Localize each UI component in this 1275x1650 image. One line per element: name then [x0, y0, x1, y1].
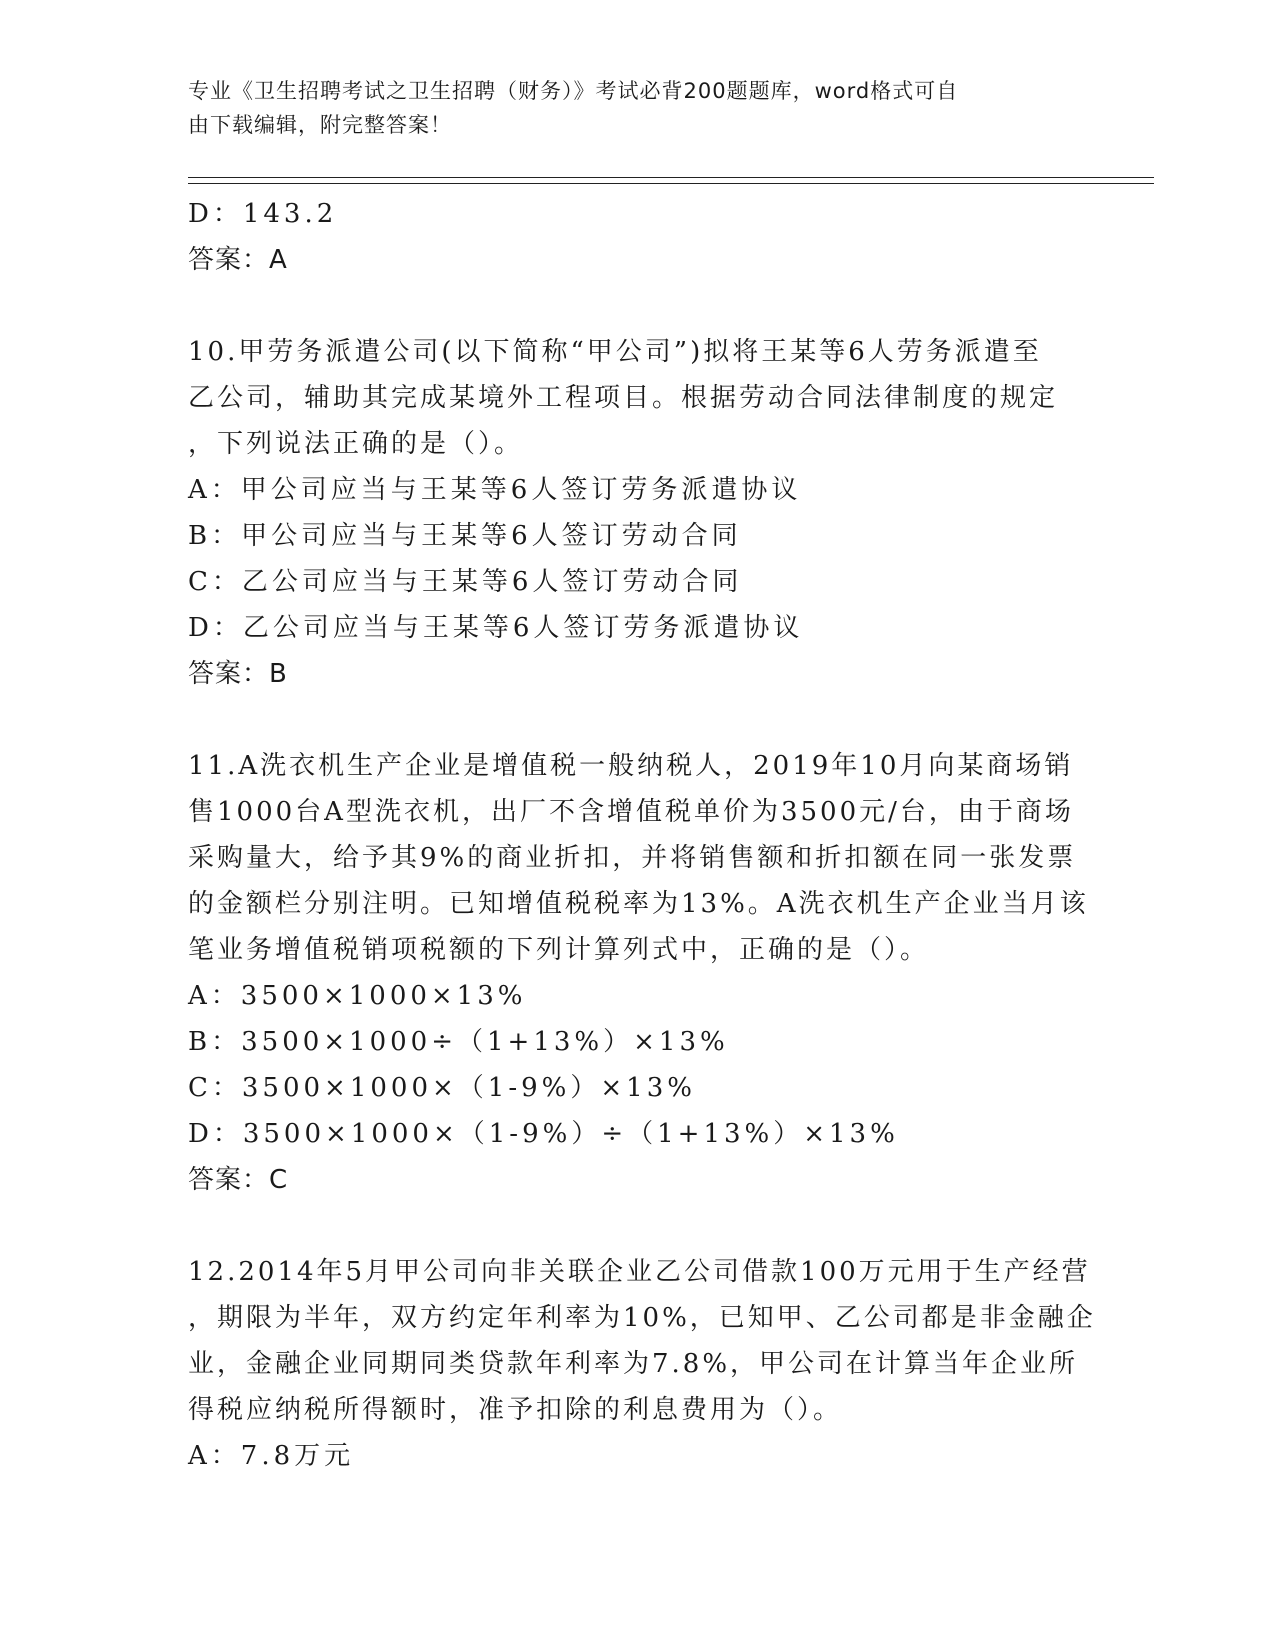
question-text-line: 售1000台A型洗衣机，出厂不含增值税单价为3500元/台，由于商场 [188, 797, 1074, 827]
question-text-line: 的金额栏分别注明。已知增值税税率为13%。A洗衣机生产企业当月该 [188, 889, 1089, 919]
answer-label: 答案：C [188, 1165, 289, 1195]
option-a: A：3500×1000×13% [188, 981, 527, 1011]
previous-question-tail [188, 191, 1088, 283]
question-text-line: ，期限为半年，双方约定年利率为10%，已知甲、乙公司都是非金融企 [188, 1303, 1096, 1333]
spacer [188, 697, 1088, 743]
document-header [188, 74, 1088, 142]
option-c: C：3500×1000×（1-9%）×13% [188, 1073, 696, 1103]
spacer [188, 1203, 1088, 1249]
header-line-1: 专业《卫生招聘考试之卫生招聘（财务）》考试必背200题题库，word格式可自 [188, 79, 959, 103]
question-11 [188, 743, 1088, 1203]
option-a: A：7.8万元 [188, 1441, 355, 1471]
option-d: D：143.2 [188, 199, 338, 229]
question-10 [188, 329, 1088, 697]
header-line-2: 由下载编辑，附完整答案！ [188, 113, 452, 137]
document-body [188, 191, 1096, 1479]
option-d: D：乙公司应当与王某等6人签订劳务派遣协议 [188, 613, 804, 643]
question-text-line: 采购量大，给予其9%的商业折扣，并将销售额和折扣额在同一张发票 [188, 843, 1077, 873]
spacer [188, 283, 1088, 329]
header-divider-bottom [188, 183, 1154, 184]
question-text-line: ，下列说法正确的是（）。 [188, 429, 524, 459]
question-text-line: 11.A洗衣机生产企业是增值税一般纳税人，2019年10月向某商场销 [188, 751, 1074, 781]
question-text-line: 12.2014年5月甲公司向非关联企业乙公司借款100万元用于生产经营 [188, 1257, 1091, 1287]
option-c: C：乙公司应当与王某等6人签订劳动合同 [188, 567, 743, 597]
header-divider-top [188, 177, 1154, 178]
answer-label: 答案：B [188, 659, 288, 689]
option-a: A：甲公司应当与王某等6人签订劳务派遣协议 [188, 475, 802, 505]
answer-label: 答案：A [188, 245, 288, 275]
option-b: B：3500×1000÷（1+13%）×13% [188, 1027, 729, 1057]
question-text-line: 得税应纳税所得额时，准予扣除的利息费用为（）。 [188, 1395, 843, 1425]
option-b: B：甲公司应当与王某等6人签订劳动合同 [188, 521, 742, 551]
question-text-line: 笔业务增值税销项税额的下列计算列式中，正确的是（）。 [188, 935, 930, 965]
question-text-line: 业，金融企业同期同类贷款年利率为7.8%，甲公司在计算当年企业所 [188, 1349, 1079, 1379]
option-d: D：3500×1000×（1-9%）÷（1+13%）×13% [188, 1119, 899, 1149]
question-12 [188, 1249, 1096, 1479]
question-text-line: 10.甲劳务派遣公司(以下简称“甲公司”)拟将王某等6人劳务派遣至 [188, 337, 1042, 367]
question-text-line: 乙公司，辅助其完成某境外工程项目。根据劳动合同法律制度的规定 [188, 383, 1059, 413]
